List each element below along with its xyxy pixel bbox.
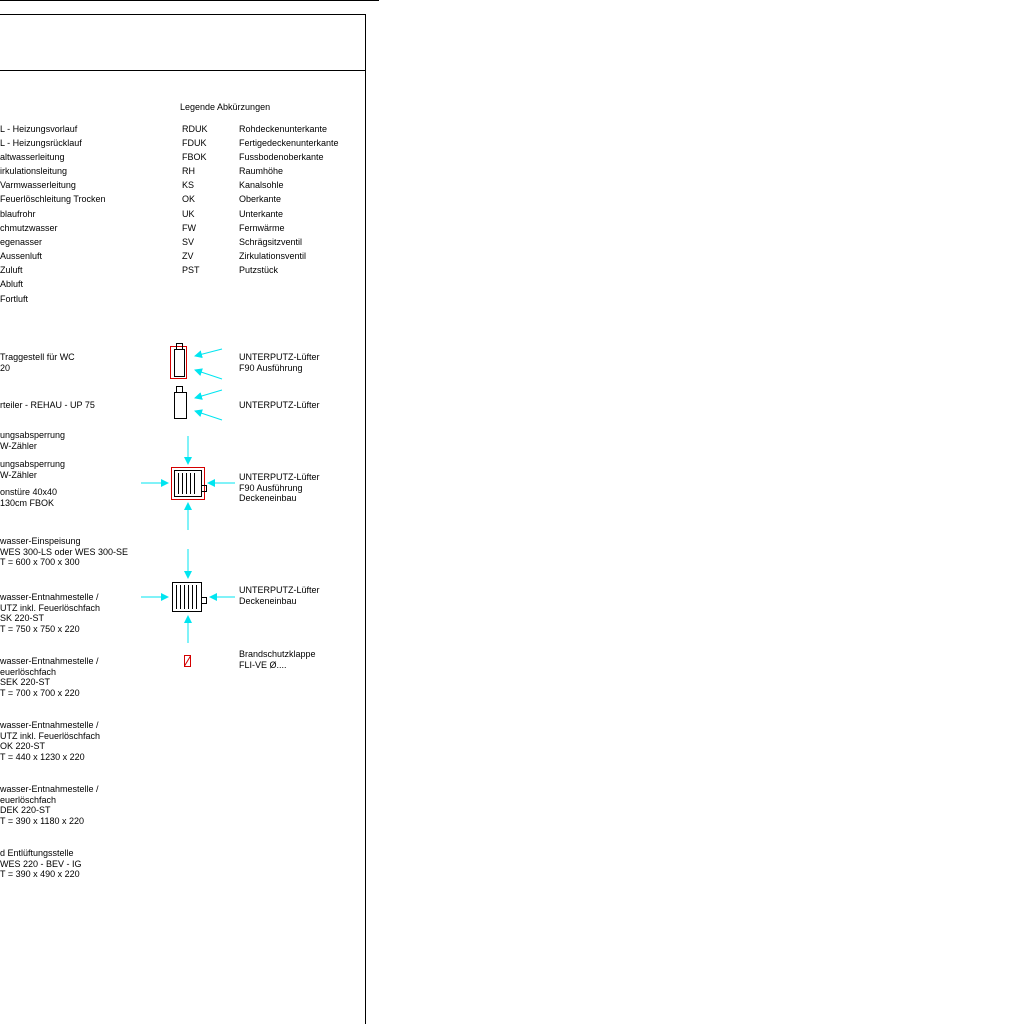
abbr-meaning: Raumhöhe	[239, 166, 284, 176]
desc-line: ungsabsperrung	[0, 459, 66, 469]
ceiling-fan-symbol	[141, 549, 235, 643]
desc-line: 20	[0, 362, 11, 373]
abbr-code: KS	[182, 180, 195, 190]
fan-symbol	[175, 387, 223, 421]
desc-line: Traggestell für WC	[0, 352, 75, 362]
desc-line: SK 220-ST	[0, 613, 45, 623]
fire-damper-symbol	[185, 656, 191, 667]
desc-line: ungsabsperrung	[0, 430, 66, 440]
desc-line: euerlöschfach	[0, 666, 57, 677]
desc-line: 130cm FBOK	[0, 497, 55, 508]
abbr-code: RDUK	[182, 124, 208, 134]
list-item: Zuluft	[0, 265, 23, 275]
label-line: F90 Ausführung	[239, 362, 303, 373]
abbr-meaning: Putzstück	[239, 265, 279, 275]
abbr-meaning: Unterkante	[239, 209, 284, 219]
list-item: Fortluft	[0, 294, 29, 304]
desc-line: W-Zähler	[0, 440, 37, 451]
abbr-code: ZV	[182, 251, 194, 261]
desc-line: DEK 220-ST	[0, 805, 51, 815]
desc-line: rteiler - REHAU - UP 75	[0, 400, 95, 410]
list-item: L - Heizungsvorlauf	[0, 124, 78, 134]
list-item: blaufrohr	[0, 209, 36, 219]
abbr-meaning: Fertigedeckenunterkante	[239, 138, 339, 148]
desc-line: T = 750 x 750 x 220	[0, 623, 80, 634]
abbr-code: FW	[182, 223, 196, 233]
desc-line: wasser-Entnahmestelle /	[0, 656, 99, 666]
desc-line: onstüre 40x40	[0, 487, 58, 497]
abbr-code: SV	[182, 237, 195, 247]
desc-line: wasser-Einspeisung	[0, 536, 81, 546]
ceiling-fan-f90-symbol	[141, 436, 235, 530]
list-item: chmutzwasser	[0, 223, 58, 233]
label-line: UNTERPUTZ-Lüfter	[239, 352, 320, 362]
label-line: Deckeneinbau	[239, 595, 297, 606]
abbr-code: FBOK	[182, 152, 207, 162]
desc-line: W-Zähler	[0, 469, 37, 480]
abbr-meaning: Rohdeckenunterkante	[239, 124, 328, 134]
desc-line: UTZ inkl. Feuerlöschfach	[0, 730, 101, 741]
desc-line: T = 440 x 1230 x 220	[0, 751, 85, 762]
desc-line: d Entlüftungsstelle	[0, 848, 74, 858]
desc-line: T = 390 x 1180 x 220	[0, 815, 84, 826]
desc-line: UTZ inkl. Feuerlöschfach	[0, 602, 101, 613]
abbr-meaning: Oberkante	[239, 194, 282, 204]
list-item: Abluft	[0, 279, 24, 289]
label-line: F90 Ausführung	[239, 482, 303, 493]
label-line: Brandschutzklappe	[239, 649, 316, 659]
abbr-code: PST	[182, 265, 200, 275]
list-item: Aussenluft	[0, 251, 43, 261]
desc-line: WES 220 - BEV - IG	[0, 858, 82, 869]
abbr-code: OK	[182, 194, 196, 204]
list-item: egenasser	[0, 237, 43, 247]
label-line: UNTERPUTZ-Lüfter	[239, 472, 320, 482]
label-line: UNTERPUTZ-Lüfter	[239, 585, 320, 595]
desc-line: wasser-Entnahmestelle /	[0, 592, 99, 602]
abbr-code: FDUK	[182, 138, 207, 148]
abbr-meaning: Kanalsohle	[239, 180, 284, 190]
label-line: FLI-VE Ø....	[239, 659, 287, 670]
abbr-code: UK	[182, 209, 195, 219]
legend-title: Legende Abkürzungen	[180, 102, 271, 112]
desc-line: SEK 220-ST	[0, 677, 51, 687]
fan-f90-symbol	[171, 344, 223, 380]
abbr-meaning: Zirkulationsventil	[239, 251, 307, 261]
label-line: UNTERPUTZ-Lüfter	[239, 400, 320, 410]
label-line: Deckeneinbau	[239, 493, 297, 503]
list-item: L - Heizungsrücklauf	[0, 138, 82, 148]
desc-line: T = 600 x 700 x 300	[0, 557, 80, 567]
desc-line: wasser-Entnahmestelle /	[0, 784, 99, 794]
abbr-meaning: Schrägsitzventil	[239, 237, 303, 247]
desc-line: OK 220-ST	[0, 741, 46, 751]
desc-line: euerlöschfach	[0, 794, 57, 805]
abbr-meaning: Fussbodenoberkante	[239, 152, 324, 162]
desc-line: T = 700 x 700 x 220	[0, 687, 80, 698]
list-item: Feuerlöschleitung Trocken	[0, 194, 106, 204]
desc-line: T = 390 x 490 x 220	[0, 869, 80, 879]
desc-line: wasser-Entnahmestelle /	[0, 720, 99, 730]
abbr-meaning: Fernwärme	[239, 223, 285, 233]
desc-line: WES 300-LS oder WES 300-SE	[0, 546, 129, 557]
abbr-code: RH	[182, 166, 195, 176]
list-item: irkulationsleitung	[0, 166, 68, 176]
list-item: altwasserleitung	[0, 152, 65, 162]
list-item: Varmwasserleitung	[0, 180, 76, 190]
